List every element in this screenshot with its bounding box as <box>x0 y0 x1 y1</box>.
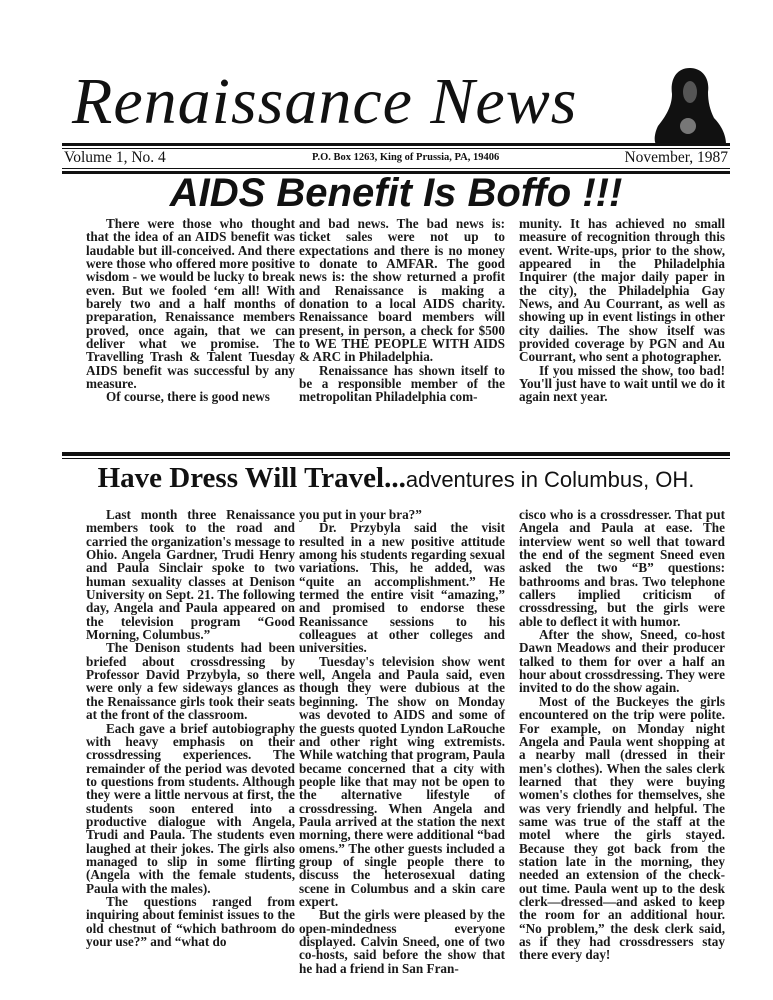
paragraph: The Denison students had been briefed about crossdressing by Professor David Przybyla, so there were only a few sideways glances as the Renaissance girls took their seats at the front of the classroom. <box>86 640 295 723</box>
article-headline: AIDS Benefit Is Boffo !!! <box>169 171 623 215</box>
paragraph: and bad news. The bad news is: ticket sales were not up to expectations and there is no money to donate to AMFAR. The good news is: the show returned a profit and Renaissance is making a donation to a local AIDS charity. Renaissance board members will present, in person, a check for $500 to WE THE PEOPLE WITH AIDS & ARC in Philadelphia. <box>299 216 505 365</box>
paragraph: Each gave a brief autobiography with heavy emphasis on their crossdressing experiences. The remainder of the period was devoted to questions from students. Although they were a little nervous at first, the students soon entered into a productive dialogue with Angela, Trudi and Paula. The students even laughed at their jokes. The girls also managed to slip in some flirting (Angela with the female students, Paula with the males). <box>86 720 295 896</box>
headline-main: Have Dress Will Travel... <box>97 462 406 494</box>
divider <box>62 458 730 459</box>
article-column <box>86 217 295 404</box>
divider <box>62 452 730 456</box>
article-column <box>299 508 505 975</box>
issue-info-bar <box>64 149 728 167</box>
paragraph: But the girls were pleased by the open-mindedness everyone displayed. Calvin Sneed, one of two co-hosts, said before the show that he had a friend in San Fran- <box>299 907 505 976</box>
mailing-address: P.O. Box 1263, King of Prussia, PA, 19406 <box>312 152 500 163</box>
masthead-title: Renaissance News <box>72 65 578 138</box>
paragraph: After the show, Sneed, co-host Dawn Meadows and their producer talked to them for over a half an hour about crossdressing. They were invited to do the show again. <box>519 627 725 696</box>
paragraph: cisco who is a crossdresser. That put Angela and Paula at ease. The interview went so well that toward the end of the segment Sneed even asked the two “B” questions: bathrooms and bras. Two telephone callers implied criticism of crossdressing, but the girls were able to deflect it with humor. <box>519 507 725 629</box>
paragraph: There were those who thought that the idea of an AIDS benefit was laudable but ill-conceived. And there were those who offered more positive wisdom - we would be lucky to break even. But we fooled ‘em all! With barely two and a half months of preparation, Renaissance members proved, once again, that we can deliver what we promise. The Travelling Trash & Talent Tuesday AIDS benefit was successful by any measure. <box>86 216 295 392</box>
volume-number: Volume 1, No. 4 <box>64 149 166 166</box>
paragraph: Tuesday's television show went well, Angela and Paula said, even though they were dubious at the beginning. The show on Monday was devoted to AIDS and some of the guests quoted Lyndon LaRouche and other right wing extremists. While watching that program, Paula became concerned that a city with people like that may not be open to the alternative lifestyle of crossdressing. When Angela and Paula arrived at the station the next morning, there were additional “bad omens.” The other guests included a group of single people there to discuss the heterosexual dating scene in Columbus and a skin care expert. <box>299 653 505 909</box>
article-column <box>519 508 725 962</box>
portrait-image <box>652 66 728 144</box>
article-column <box>299 217 505 404</box>
paragraph: Renaissance has shown itself to be a responsible member of the metropolitan Philadelphia com- <box>299 362 505 405</box>
paragraph: If you missed the show, too bad! You'll just have to wait until we do it again next year. <box>519 362 725 405</box>
headline-sub: adventures in Columbus, OH. <box>405 467 695 492</box>
paragraph: Most of the Buckeyes the girls encountered on the trip were polite. For example, on Monday night Angela and Paula went shopping at a nearby mall (dressed in their men's clothes). When the sales clerk learned that they were buying women's clothes for themselves, she was very friendly and helpful. The same was true of the staff at the motel where the girls stayed. Because they got back from the station late in the morning, they needed an extension of the check-out time. Paula went up to the desk clerk—dressed—and asked to keep the room for an additional hour. “No problem,” the desk clerk said, as if they had crossdressers stay there every day! <box>519 693 725 963</box>
paragraph: you put in your bra?” <box>299 507 422 522</box>
issue-date: November, 1987 <box>624 149 728 166</box>
divider <box>62 143 730 146</box>
paragraph: munity. It has achieved no small measure of recognition through this event. Write-ups, prior to the show, appeared in the Philadelphia Inquirer (the major daily paper in the city), the Philadelphia Gay News, and Au Courrant, as well as showing up in event listings in other city dailies. The show itself was provided coverage by PGN and Au Courrant, who sent a photographer. <box>519 216 725 365</box>
paragraph: Dr. Przybyla said the visit resulted in a new positive attitude among his students regarding sexual variations. This, he added, was “quite an accomplishment.” He termed the entire visit “amazing,” and promised to endorse these Reanissance sessions to his colleagues at other colleges and universities. <box>299 520 505 656</box>
article-column <box>519 217 725 404</box>
paragraph: The questions ranged from inquiring about feminist issues to the old chestnut of “which bathroom do your use?” and “what do <box>86 893 295 949</box>
paragraph: Of course, there is good news <box>106 389 270 405</box>
paragraph: Last month three Renaissance members took to the road and carried the organization's message to Ohio. Angela Gardner, Trudi Henry and Paula Sinclair spoke to two human sexuality classes at Denison University on Sept. 21. The following day, Angela and Paula appeared on the television program “Good Morning, Columbus.” <box>86 507 295 643</box>
article-column <box>86 508 295 948</box>
article-headline <box>62 462 730 495</box>
divider <box>62 168 730 169</box>
